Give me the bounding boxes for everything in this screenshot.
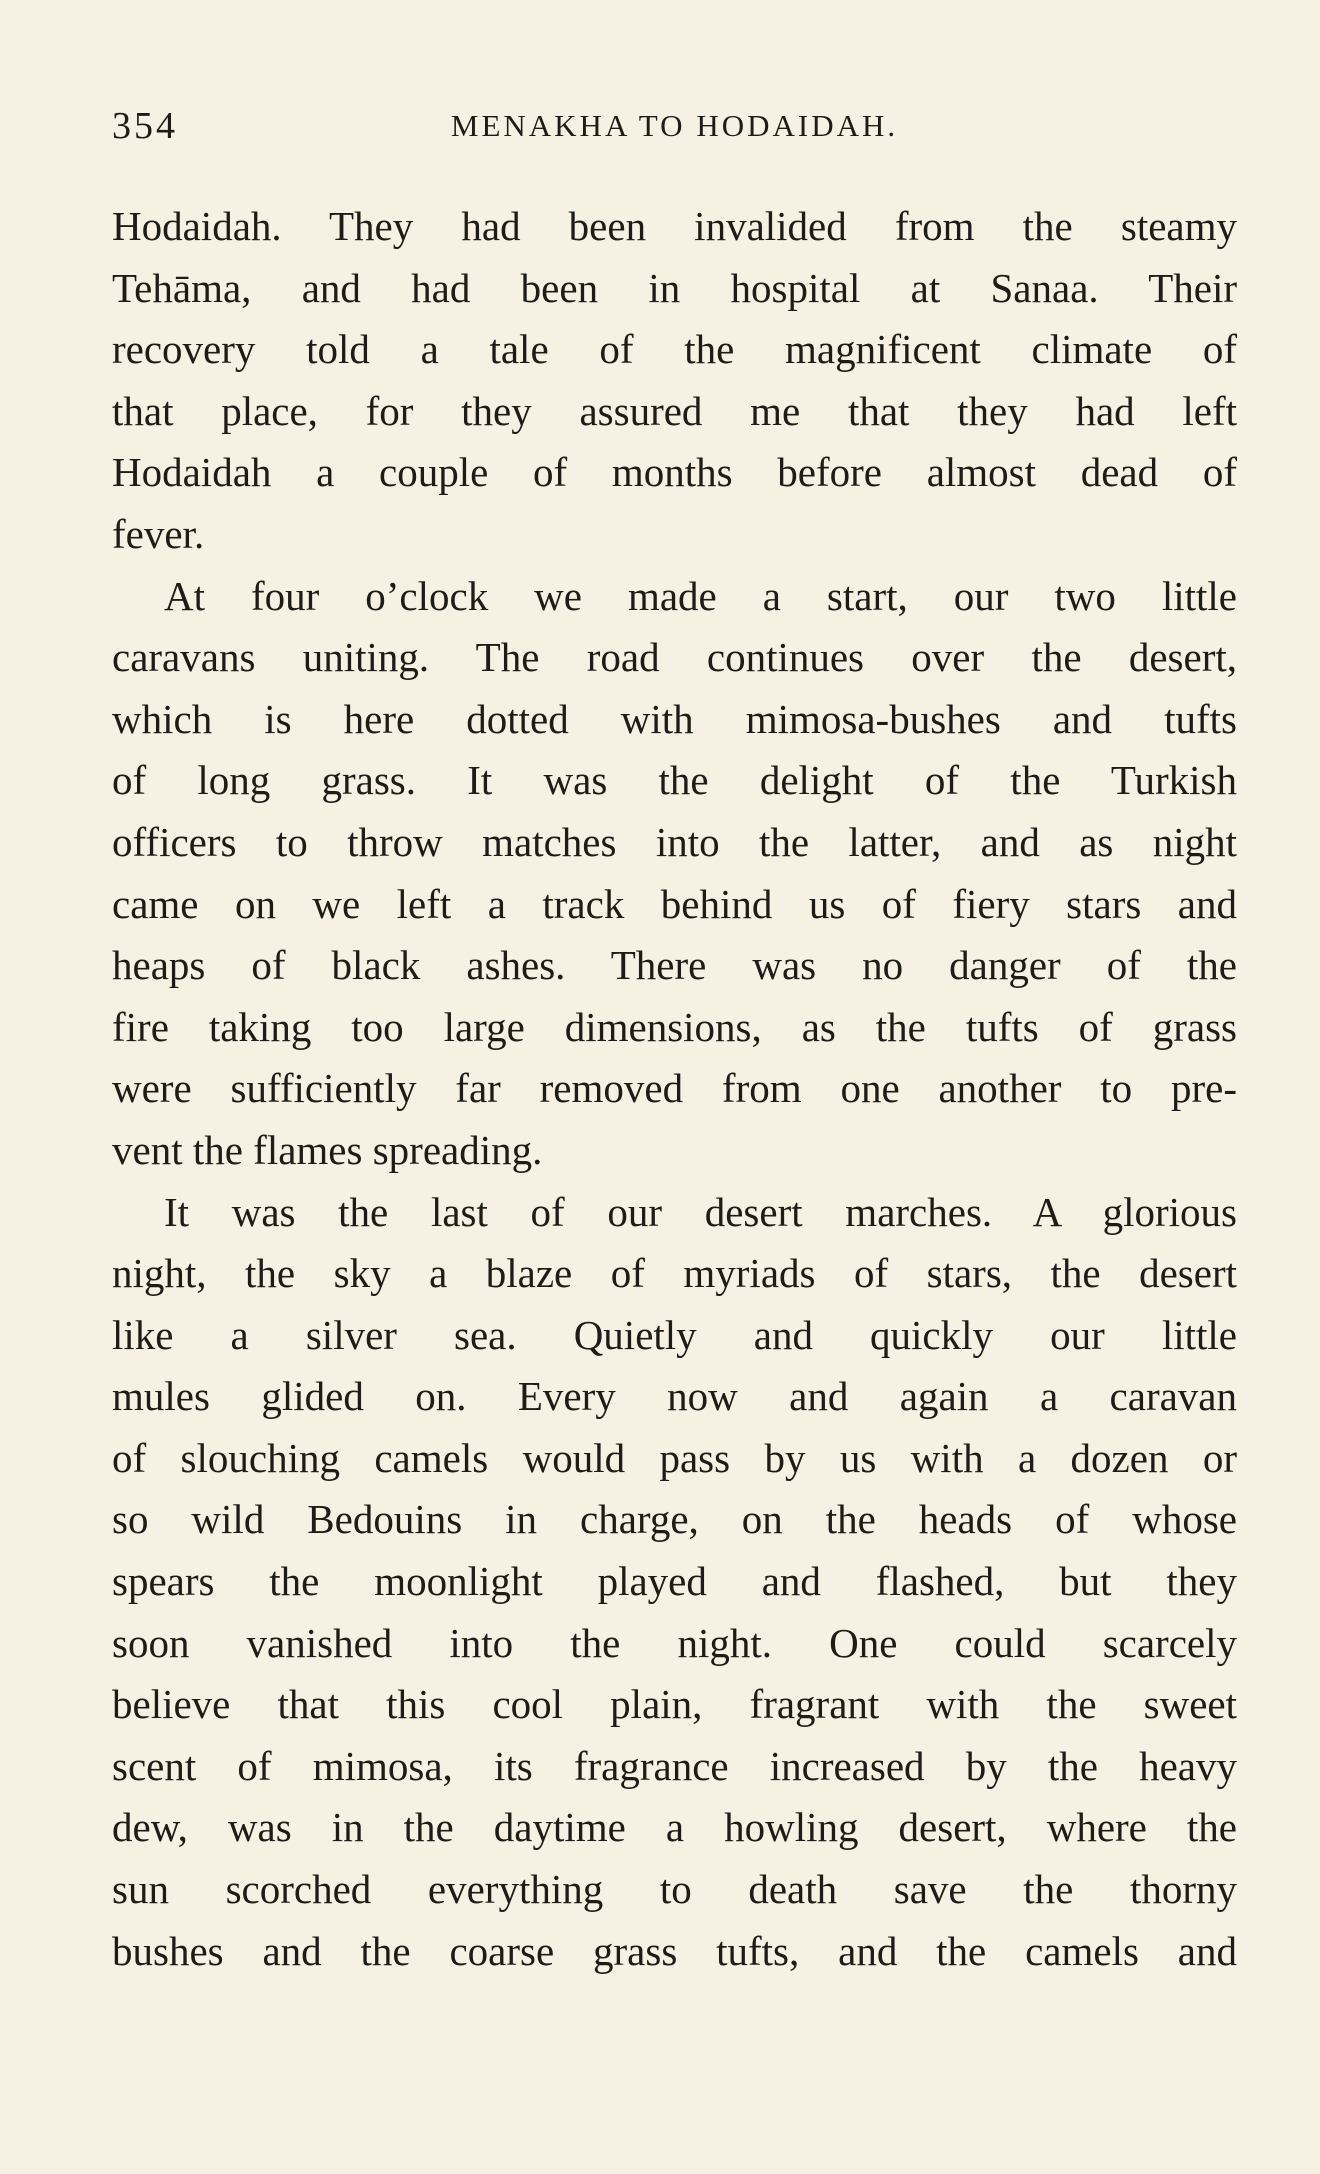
text-line: scent of mimosa, its fragrance increased by the heavy bbox=[112, 1742, 1237, 1789]
paragraph bbox=[112, 196, 1237, 566]
text-line: mules glided on. Every now and again a caravan bbox=[112, 1373, 1237, 1420]
text-line: sun scorched everything to death save the thorny bbox=[112, 1866, 1237, 1913]
text-line: night, the sky a blaze of myriads of stars, the desert bbox=[112, 1250, 1237, 1297]
body-text bbox=[112, 196, 1237, 1982]
running-title: MENAKHA TO HODAIDAH. bbox=[450, 108, 899, 143]
page-number: 354 bbox=[112, 105, 178, 147]
text-line: spears the moonlight played and flashed, but they bbox=[112, 1558, 1237, 1605]
text-line: of slouching camels would pass by us with a dozen or bbox=[112, 1434, 1237, 1481]
text-line: caravans uniting. The road continues over the desert, bbox=[112, 634, 1237, 681]
text-line: recovery told a tale of the magnificent climate of bbox=[112, 326, 1237, 373]
text-line: so wild Bedouins in charge, on the heads of whose bbox=[112, 1496, 1237, 1543]
text-line: It was the last of our desert marches. A glorious bbox=[164, 1188, 1237, 1235]
text-line: which is here dotted with mimosa-bushes and tufts bbox=[112, 695, 1237, 742]
text-line: were sufficiently far removed from one another to pre- bbox=[112, 1065, 1237, 1112]
text-line: Tehāma, and had been in hospital at Sanaa. Their bbox=[112, 264, 1237, 311]
running-head bbox=[112, 104, 1237, 154]
text-line: soon vanished into the night. One could scarcely bbox=[112, 1619, 1237, 1666]
text-line: like a silver sea. Quietly and quickly our little bbox=[112, 1311, 1237, 1358]
text-line: came on we left a track behind us of fiery stars and bbox=[112, 880, 1237, 927]
text-line: of long grass. It was the delight of the Turkish bbox=[112, 757, 1237, 804]
text-line: Hodaidah a couple of months before almost dead of bbox=[112, 449, 1237, 496]
paragraph bbox=[112, 566, 1237, 1182]
paragraph bbox=[112, 1182, 1237, 1983]
text-line: heaps of black ashes. There was no danger of the bbox=[112, 942, 1237, 989]
text-line: At four o’clock we made a start, our two little bbox=[164, 572, 1237, 619]
text-line: that place, for they assured me that they had left bbox=[112, 387, 1237, 434]
text-line: officers to throw matches into the latter, and as night bbox=[112, 818, 1237, 865]
text-line: fire taking too large dimensions, as the tufts of grass bbox=[112, 1003, 1237, 1050]
text-line: Hodaidah. They had been invalided from the steamy bbox=[112, 203, 1237, 249]
text-line: bushes and the coarse grass tufts, and the camels and bbox=[112, 1927, 1237, 1974]
text-line: believe that this cool plain, fragrant with the sweet bbox=[112, 1681, 1237, 1728]
text-line: dew, was in the daytime a howling desert, where the bbox=[112, 1804, 1237, 1851]
text-line: vent the flames spreading. bbox=[112, 1126, 543, 1173]
text-line: fever. bbox=[112, 510, 205, 557]
